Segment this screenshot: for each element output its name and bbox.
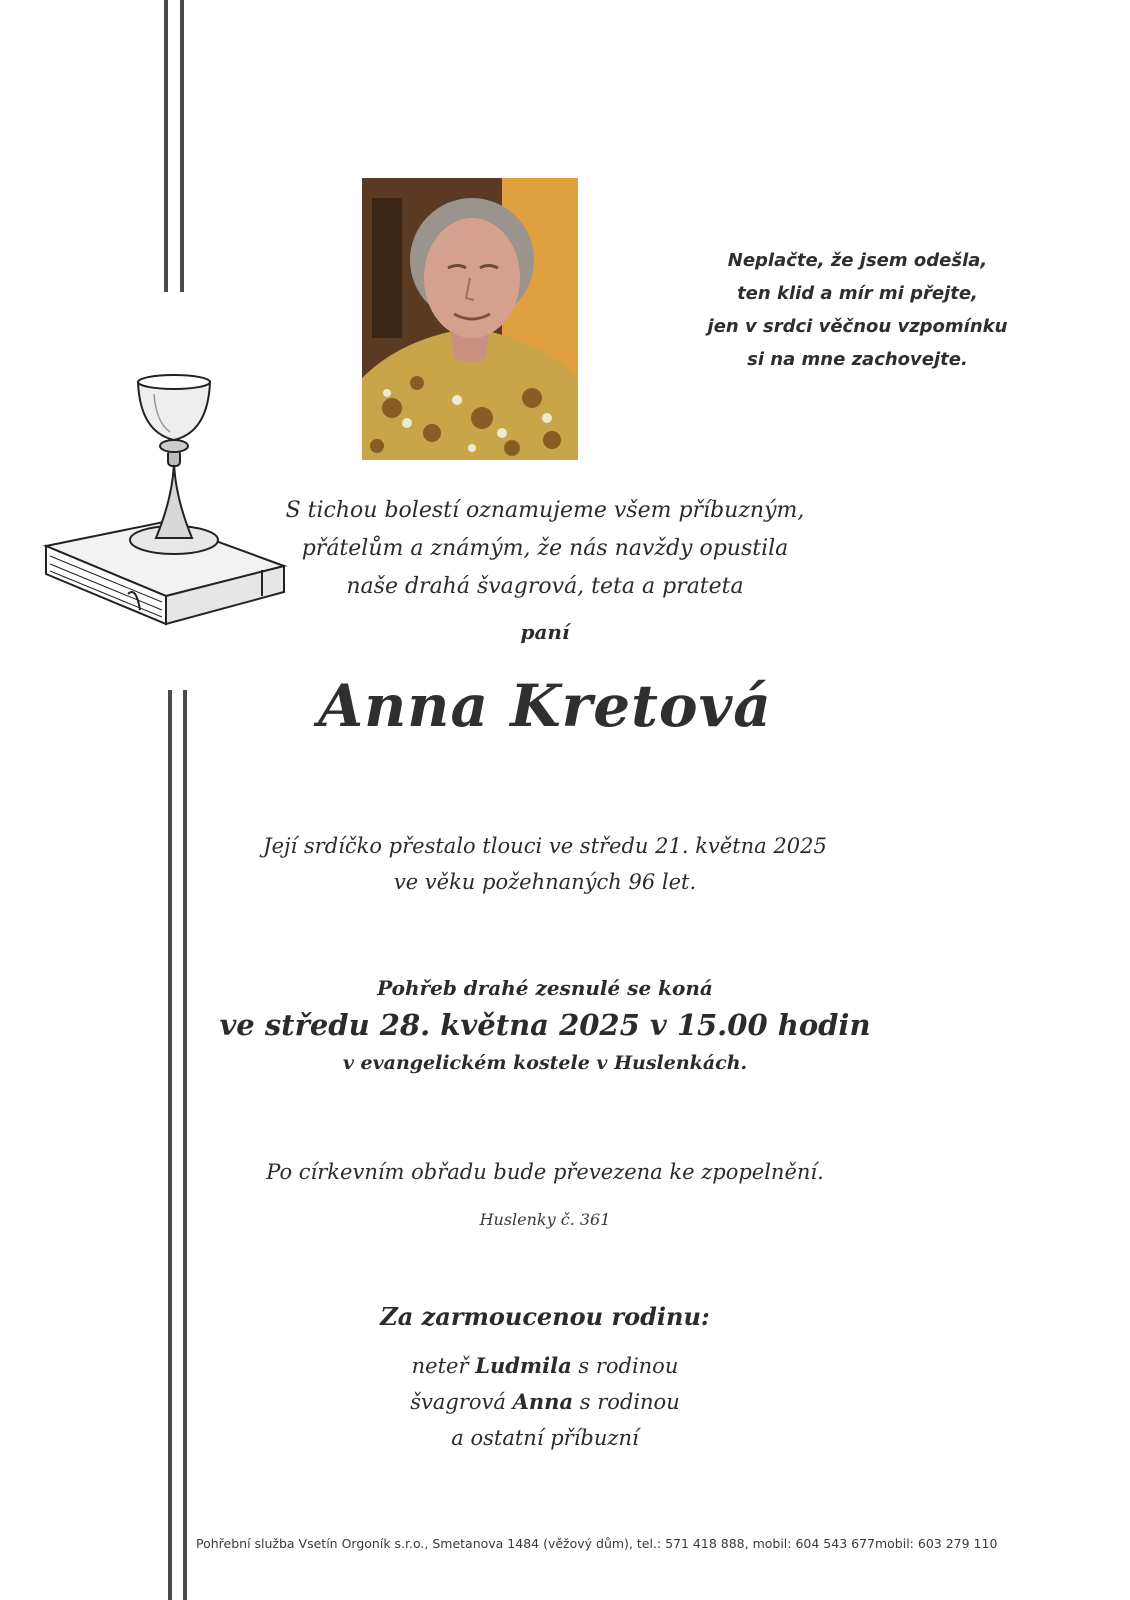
poem: [690, 244, 1025, 376]
member-suffix: s rodinou: [573, 1390, 680, 1414]
rule-top-right: [180, 0, 184, 292]
member-suffix: s rodinou: [571, 1354, 679, 1378]
deceased-name: Anna Kretová: [318, 672, 772, 740]
member-name: Anna: [512, 1389, 574, 1414]
intro-line: přátelům a známým, že nás navždy opustila: [301, 536, 789, 561]
address: Huslenky č. 361: [479, 1210, 611, 1229]
intro-line: naše drahá švagrová, teta a prateta: [346, 574, 744, 599]
funeral-line-1: Pohřeb drahé zesnulé se koná: [377, 976, 713, 1000]
member-name: Ludmila: [475, 1353, 572, 1378]
family-member: [200, 1420, 890, 1456]
member-relation: švagrová: [410, 1390, 513, 1414]
portrait-photo: [362, 178, 578, 460]
funeral-datetime: ve středu 28. května 2025 v 15.00 hodin: [219, 1008, 871, 1042]
cremation-note: Po církevním obřadu bude převezena ke zpopelnění.: [266, 1160, 824, 1184]
family-title: Za zarmoucenou rodinu:: [380, 1302, 710, 1331]
title-pani: paní: [520, 620, 570, 644]
announcement-intro: [200, 492, 890, 606]
poem-line: Neplačte, že jsem odešla,: [727, 250, 988, 271]
funeral-location: v evangelickém kostele v Huslenkách.: [342, 1052, 748, 1074]
death-line: Její srdíčko přestalo tlouci ve středu 21. května 2025: [263, 834, 827, 858]
family-member: [200, 1348, 890, 1384]
rule-top-left: [164, 0, 168, 292]
rule-bottom-right: [183, 690, 187, 1600]
poem-line: ten klid a mír mi přejte,: [737, 283, 978, 304]
death-info: [200, 828, 890, 900]
intro-line: S tichou bolestí oznamujeme všem příbuzným,: [285, 498, 805, 523]
family-member: [200, 1384, 890, 1420]
family-list: [200, 1348, 890, 1456]
rule-bottom-left: [168, 690, 172, 1600]
poem-line: si na mne zachovejte.: [747, 349, 968, 370]
member-relation: a ostatní příbuzní: [451, 1426, 639, 1450]
member-relation: neteř: [411, 1354, 476, 1378]
footer-funeral-service: Pohřební služba Vsetín Orgoník s.r.o., Smetanova 1484 (věžový dům), tel.: 571 418 888, mobil: 604 543 677mobil: 603 279 110: [196, 1536, 998, 1551]
death-line: ve věku požehnaných 96 let.: [393, 870, 697, 894]
poem-line: jen v srdci věčnou vzpomínku: [707, 316, 1008, 337]
